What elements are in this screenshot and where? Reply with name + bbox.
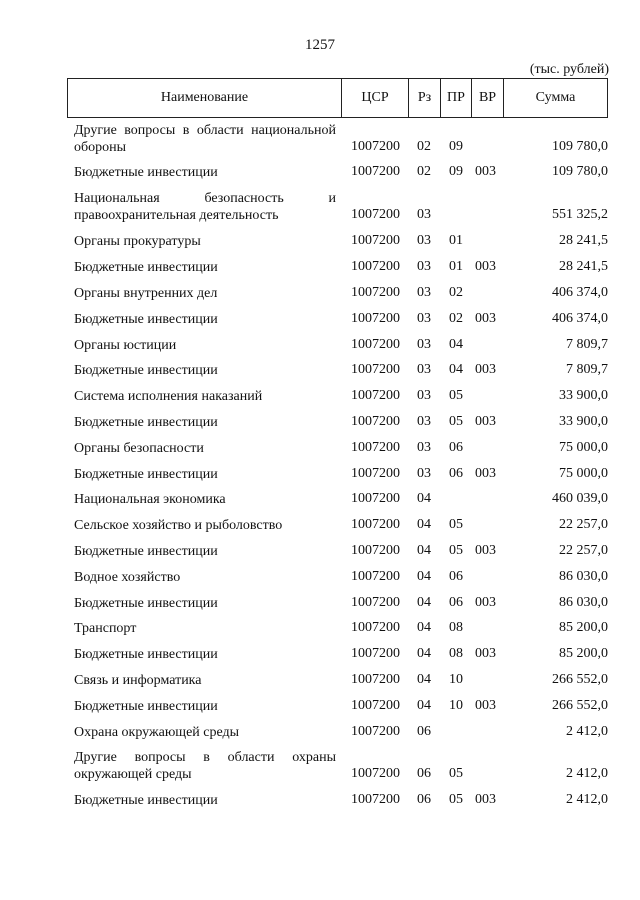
- row-sum: 7 809,7: [566, 362, 608, 377]
- header-csr: ЦСР: [361, 90, 389, 105]
- row-rz: 04: [417, 595, 431, 610]
- row-pr: 05: [449, 414, 463, 429]
- row-name: Бюджетные инвестиции: [74, 312, 218, 327]
- row-csr: 1007200: [351, 543, 400, 558]
- row-csr: 1007200: [351, 792, 400, 807]
- row-rz: 04: [417, 646, 431, 661]
- row-sum: 22 257,0: [559, 543, 608, 558]
- row-csr: 1007200: [351, 517, 400, 532]
- row-rz: 04: [417, 569, 431, 584]
- row-rz: 03: [417, 285, 431, 300]
- row-pr: 05: [449, 766, 463, 781]
- row-rz: 03: [417, 233, 431, 248]
- row-pr: 05: [449, 543, 463, 558]
- row-name: Органы прокуратуры: [74, 234, 201, 249]
- row-csr: 1007200: [351, 233, 400, 248]
- row-csr: 1007200: [351, 698, 400, 713]
- row-sum: 85 200,0: [559, 646, 608, 661]
- row-name: Органы безопасности: [74, 441, 204, 456]
- row-name: Бюджетные инвестиции: [74, 647, 218, 662]
- row-pr: 08: [449, 620, 463, 635]
- row-csr: 1007200: [351, 766, 400, 781]
- row-pr: 04: [449, 362, 463, 377]
- row-sum: 266 552,0: [552, 672, 608, 687]
- row-sum: 86 030,0: [559, 595, 608, 610]
- row-csr: 1007200: [351, 491, 400, 506]
- row-csr: 1007200: [351, 164, 400, 179]
- row-name: Бюджетные инвестиции: [74, 260, 218, 275]
- row-sum: 7 809,7: [566, 337, 608, 352]
- row-pr: 10: [449, 698, 463, 713]
- row-name: Национальная экономика: [74, 492, 226, 507]
- row-sum: 2 412,0: [566, 766, 608, 781]
- units-label: (тыс. рублей): [529, 62, 609, 77]
- row-pr: 01: [449, 233, 463, 248]
- row-vr: 003: [475, 311, 496, 326]
- table-header: [67, 78, 608, 118]
- row-rz: 04: [417, 620, 431, 635]
- row-rz: 04: [417, 517, 431, 532]
- row-name: Связь и информатика: [74, 673, 202, 688]
- header-sum: Сумма: [535, 90, 576, 105]
- row-vr: 003: [475, 792, 496, 807]
- row-rz: 04: [417, 543, 431, 558]
- row-sum: 33 900,0: [559, 414, 608, 429]
- row-vr: 003: [475, 414, 496, 429]
- row-rz: 03: [417, 440, 431, 455]
- row-rz: 04: [417, 491, 431, 506]
- row-rz: 06: [417, 792, 431, 807]
- row-rz: 02: [417, 164, 431, 179]
- row-sum: 2 412,0: [566, 792, 608, 807]
- row-pr: 06: [449, 595, 463, 610]
- row-sum: 22 257,0: [559, 517, 608, 532]
- row-csr: 1007200: [351, 466, 400, 481]
- header-vr: ВР: [478, 90, 497, 105]
- row-csr: 1007200: [351, 207, 400, 222]
- row-name: Бюджетные инвестиции: [74, 544, 218, 559]
- row-vr: 003: [475, 698, 496, 713]
- row-sum: 75 000,0: [559, 466, 608, 481]
- row-name: Бюджетные инвестиции: [74, 415, 218, 430]
- row-pr: 02: [449, 311, 463, 326]
- row-name: Другие вопросы в области охраны окружающей среды: [74, 750, 336, 782]
- header-rz: Рз: [417, 90, 432, 105]
- row-sum: 28 241,5: [559, 259, 608, 274]
- row-vr: 003: [475, 595, 496, 610]
- row-sum: 109 780,0: [552, 164, 608, 179]
- row-rz: 04: [417, 698, 431, 713]
- row-pr: 09: [449, 164, 463, 179]
- row-rz: 03: [417, 311, 431, 326]
- row-name: Бюджетные инвестиции: [74, 699, 218, 714]
- row-vr: 003: [475, 259, 496, 274]
- row-rz: 03: [417, 388, 431, 403]
- row-sum: 86 030,0: [559, 569, 608, 584]
- row-vr: 003: [475, 646, 496, 661]
- row-name: Национальная безопасность и правоохранительная деятельность: [74, 191, 336, 223]
- row-rz: 06: [417, 724, 431, 739]
- row-sum: 460 039,0: [552, 491, 608, 506]
- row-pr: 09: [449, 139, 463, 154]
- row-csr: 1007200: [351, 285, 400, 300]
- row-name: Сельское хозяйство и рыболовство: [74, 518, 283, 533]
- row-sum: 551 325,2: [552, 207, 608, 222]
- row-csr: 1007200: [351, 672, 400, 687]
- row-vr: 003: [475, 164, 496, 179]
- row-name: Другие вопросы в области национальной обороны: [74, 123, 336, 155]
- row-csr: 1007200: [351, 595, 400, 610]
- row-pr: 05: [449, 388, 463, 403]
- row-sum: 406 374,0: [552, 311, 608, 326]
- row-csr: 1007200: [351, 337, 400, 352]
- row-sum: 75 000,0: [559, 440, 608, 455]
- row-csr: 1007200: [351, 620, 400, 635]
- row-csr: 1007200: [351, 646, 400, 661]
- row-csr: 1007200: [351, 362, 400, 377]
- row-rz: 06: [417, 766, 431, 781]
- row-name: Бюджетные инвестиции: [74, 165, 218, 180]
- row-pr: 02: [449, 285, 463, 300]
- row-sum: 33 900,0: [559, 388, 608, 403]
- row-sum: 406 374,0: [552, 285, 608, 300]
- row-vr: 003: [475, 466, 496, 481]
- row-rz: 03: [417, 259, 431, 274]
- row-csr: 1007200: [351, 414, 400, 429]
- row-name: Бюджетные инвестиции: [74, 596, 218, 611]
- row-name: Транспорт: [74, 621, 137, 636]
- row-rz: 03: [417, 466, 431, 481]
- row-pr: 05: [449, 517, 463, 532]
- row-csr: 1007200: [351, 724, 400, 739]
- row-pr: 04: [449, 337, 463, 352]
- row-rz: 02: [417, 139, 431, 154]
- row-name: Органы внутренних дел: [74, 286, 218, 301]
- row-pr: 06: [449, 569, 463, 584]
- row-sum: 266 552,0: [552, 698, 608, 713]
- row-pr: 08: [449, 646, 463, 661]
- row-sum: 28 241,5: [559, 233, 608, 248]
- row-name: Органы юстиции: [74, 338, 177, 353]
- row-pr: 06: [449, 466, 463, 481]
- row-csr: 1007200: [351, 311, 400, 326]
- row-name: Водное хозяйство: [74, 570, 181, 585]
- row-pr: 10: [449, 672, 463, 687]
- row-name: Бюджетные инвестиции: [74, 467, 218, 482]
- row-vr: 003: [475, 543, 496, 558]
- row-pr: 06: [449, 440, 463, 455]
- row-name: Бюджетные инвестиции: [74, 793, 218, 808]
- row-rz: 03: [417, 207, 431, 222]
- row-csr: 1007200: [351, 259, 400, 274]
- row-rz: 04: [417, 672, 431, 687]
- row-name: Бюджетные инвестиции: [74, 363, 218, 378]
- row-csr: 1007200: [351, 139, 400, 154]
- header-pr: ПР: [447, 90, 465, 105]
- row-pr: 01: [449, 259, 463, 274]
- header-name: Наименование: [160, 90, 249, 105]
- row-rz: 03: [417, 337, 431, 352]
- row-pr: 05: [449, 792, 463, 807]
- row-sum: 109 780,0: [552, 139, 608, 154]
- row-csr: 1007200: [351, 440, 400, 455]
- row-sum: 85 200,0: [559, 620, 608, 635]
- page-number: 1257: [305, 37, 335, 53]
- row-rz: 03: [417, 362, 431, 377]
- row-csr: 1007200: [351, 569, 400, 584]
- row-sum: 2 412,0: [566, 724, 608, 739]
- row-name: Охрана окружающей среды: [74, 725, 240, 740]
- row-csr: 1007200: [351, 388, 400, 403]
- row-vr: 003: [475, 362, 496, 377]
- row-rz: 03: [417, 414, 431, 429]
- row-name: Система исполнения наказаний: [74, 389, 263, 404]
